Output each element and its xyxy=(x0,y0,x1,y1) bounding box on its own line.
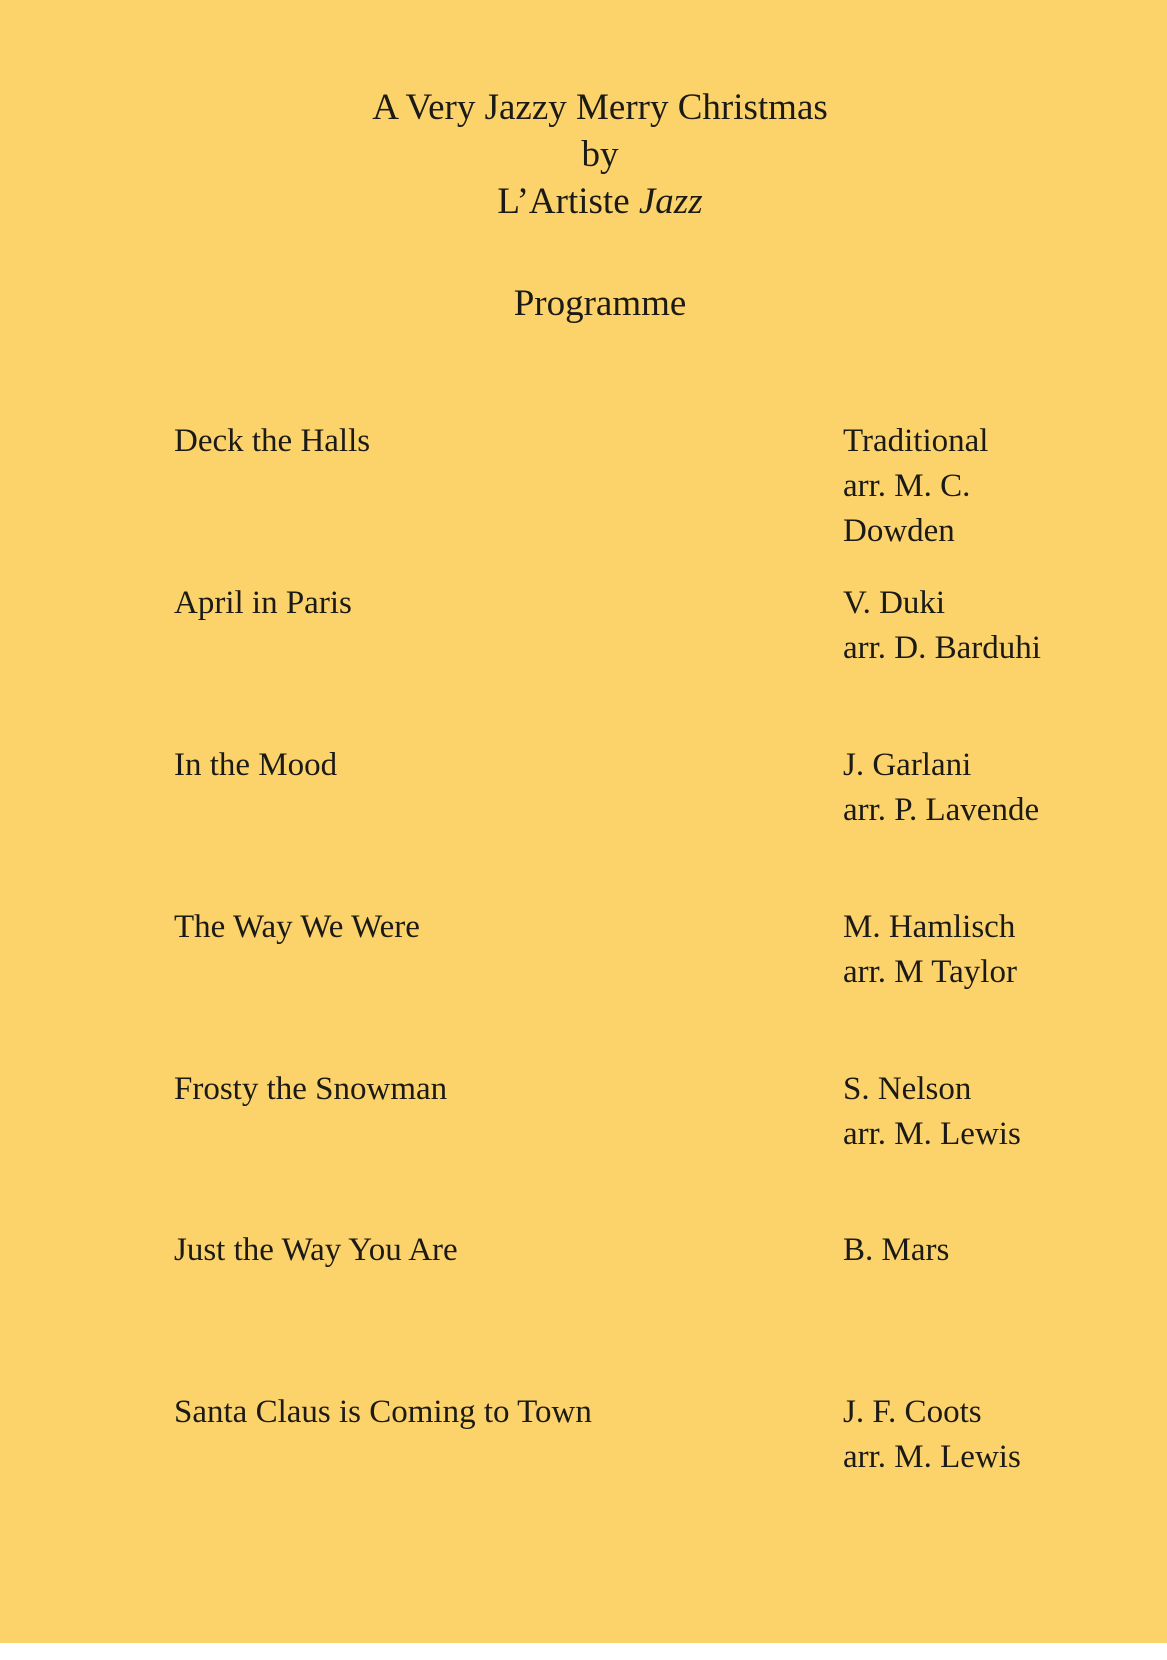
piece-credit xyxy=(843,581,1143,671)
credit-line: arr. M. C. xyxy=(843,468,971,504)
piece-credit xyxy=(843,419,1143,554)
piece-title: The Way We Were xyxy=(174,909,420,945)
piece-title: Deck the Halls xyxy=(174,423,371,459)
piece-title: In the Mood xyxy=(174,747,338,783)
credit-line: J. Garlani xyxy=(843,747,972,783)
piece-title: Frosty the Snowman xyxy=(174,1071,448,1107)
credit-line: Traditional xyxy=(843,423,989,459)
credit-line: arr. D. Barduhi xyxy=(843,630,1041,666)
credit-line: Dowden xyxy=(843,513,955,549)
credit-line: M. Hamlisch xyxy=(843,909,1016,945)
credit-line: arr. P. Lavende xyxy=(843,792,1040,828)
concert-header xyxy=(0,84,1167,225)
piece-credit xyxy=(843,905,1143,995)
credit-line: B. Mars xyxy=(843,1232,950,1268)
piece-title: April in Paris xyxy=(174,585,352,621)
programme-heading: Programme xyxy=(513,283,687,324)
credit-line: V. Duki xyxy=(843,585,946,621)
credit-line: arr. M Taylor xyxy=(843,954,1017,990)
piece-credit xyxy=(843,743,1143,833)
ensemble-name-roman: L’Artiste xyxy=(497,181,630,222)
scan-edge xyxy=(0,1643,1167,1660)
credit-line: S. Nelson xyxy=(843,1071,972,1107)
credit-line: arr. M. Lewis xyxy=(843,1116,1021,1152)
piece-credit xyxy=(843,1390,1143,1480)
piece-credit xyxy=(843,1228,1143,1273)
concert-title: A Very Jazzy Merry Christmas xyxy=(372,87,828,128)
ensemble-name xyxy=(0,178,1167,225)
piece-title: Santa Claus is Coming to Town xyxy=(174,1394,592,1430)
credit-line: J. F. Coots xyxy=(843,1394,982,1430)
concert-by: by xyxy=(581,134,619,175)
credit-line: arr. M. Lewis xyxy=(843,1439,1021,1475)
ensemble-name-italic: Jazz xyxy=(638,181,703,222)
piece-credit xyxy=(843,1067,1143,1157)
piece-title: Just the Way You Are xyxy=(174,1232,458,1268)
